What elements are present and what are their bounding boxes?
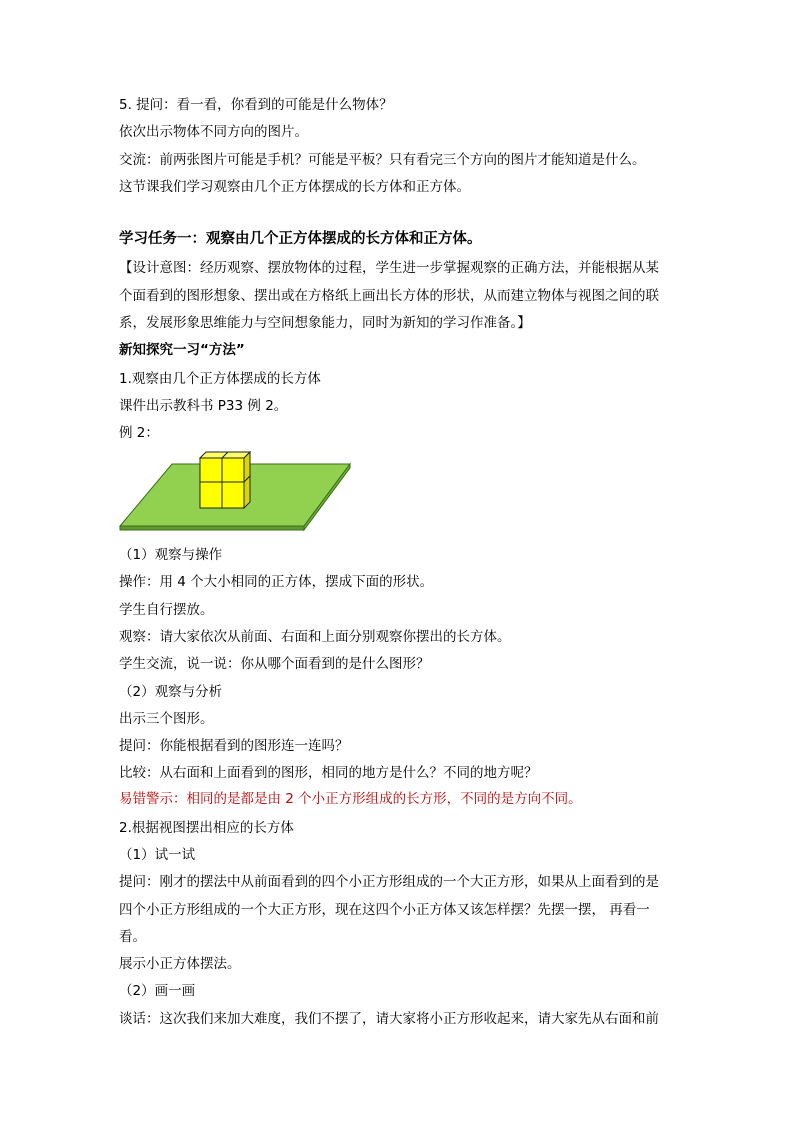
exchange-text: 学生交流，说一说：你从哪个面看到的是什么图形？ — [119, 656, 430, 672]
operate-text: 操作：用 4 个大小相同的正方体，摆成下面的形状。 — [119, 574, 434, 590]
try-question-line-3: 看。 — [119, 929, 146, 945]
task1-heading: 学习任务一：观察由几个正方体摆成的长方体和正方体。 — [119, 231, 482, 247]
intro-exchange: 交流：前两张图片可能是手机？可能是平板？只有看完三个方向的图片才能知道是什么。 — [119, 152, 646, 168]
compare-text: 比较：从右面和上面看到的图形，相同的地方是什么？不同的地方呢？ — [119, 765, 538, 781]
design-intent-line-2: 个面看到的图形想象、摆出或在方格纸上画出长方体的形状，从而建立物体与视图之间的联 — [119, 288, 659, 304]
explore-title: 新知探究一习“方法” — [119, 342, 245, 358]
cube-stack-figure — [118, 448, 356, 536]
cube-front-top-right — [222, 458, 244, 482]
try-question-line-2: 四个小正方形组成的一个大正方形，现在这四个小正方体又该怎样摆？先摆一摆， 再看一 — [119, 902, 650, 918]
design-intent-line-1: 【设计意图：经历观察、摆放物体的过程，学生进一步掌握观察的正确方法，并能根据从某 — [119, 260, 659, 276]
connect-question: 提问：你能根据看到的图形连一连吗？ — [119, 738, 349, 754]
example-label: 例 2： — [119, 425, 159, 441]
subsection-draw: （2）画一画 — [119, 983, 196, 999]
cube-front-bottom-right — [222, 482, 244, 508]
design-intent-line-3: 系，发展形象思维能力与空间想象能力，同时为新知的学习作准备。】 — [119, 315, 531, 331]
section1-title: 1.观察由几个正方体摆成的长方体 — [119, 371, 321, 387]
subsection-try: （1）试一试 — [119, 847, 196, 863]
show-three-shapes: 出示三个图形。 — [119, 711, 214, 727]
courseware-note: 课件出示教科书 P33 例 2。 — [119, 398, 288, 414]
self-place-text: 学生自行摆放。 — [119, 602, 214, 618]
intro-lesson-goal: 这节课我们学习观察由几个正方体摆成的长方体和正方体。 — [119, 179, 470, 195]
subsection-observe-analyze: （2）观察与分析 — [119, 684, 223, 700]
intro-question: 5. 提问：看一看，你看到的可能是什么物体？ — [119, 97, 393, 113]
green-base-edge — [120, 526, 304, 530]
observe-text: 观察：请大家依次从前面、右面和上面分别观察你摆出的长方体。 — [119, 629, 511, 645]
error-warning: 易错警示：相同的是都是由 2 个小正方形组成的长方形，不同的是方向不同。 — [119, 791, 582, 807]
cube-front-top-left — [200, 458, 222, 482]
talk-text: 谈话：这次我们来加大难度，我们不摆了，请大家将小正方形收起来，请大家先从右面和前 — [119, 1011, 659, 1027]
subsection-observe-operate: （1）观察与操作 — [119, 547, 223, 563]
section2-title: 2.根据视图摆出相应的长方体 — [119, 820, 294, 836]
show-cube-arrangement: 展示小正方体摆法。 — [119, 956, 241, 972]
cube-side-bottom — [244, 476, 250, 508]
intro-show-pictures: 依次出示物体不同方向的图片。 — [119, 124, 308, 140]
try-question-line-1: 提问：刚才的摆法中从前面看到的四个小正方形组成的一个大正方形，如果从上面看到的是 — [119, 874, 659, 890]
cube-front-bottom-left — [200, 482, 222, 508]
